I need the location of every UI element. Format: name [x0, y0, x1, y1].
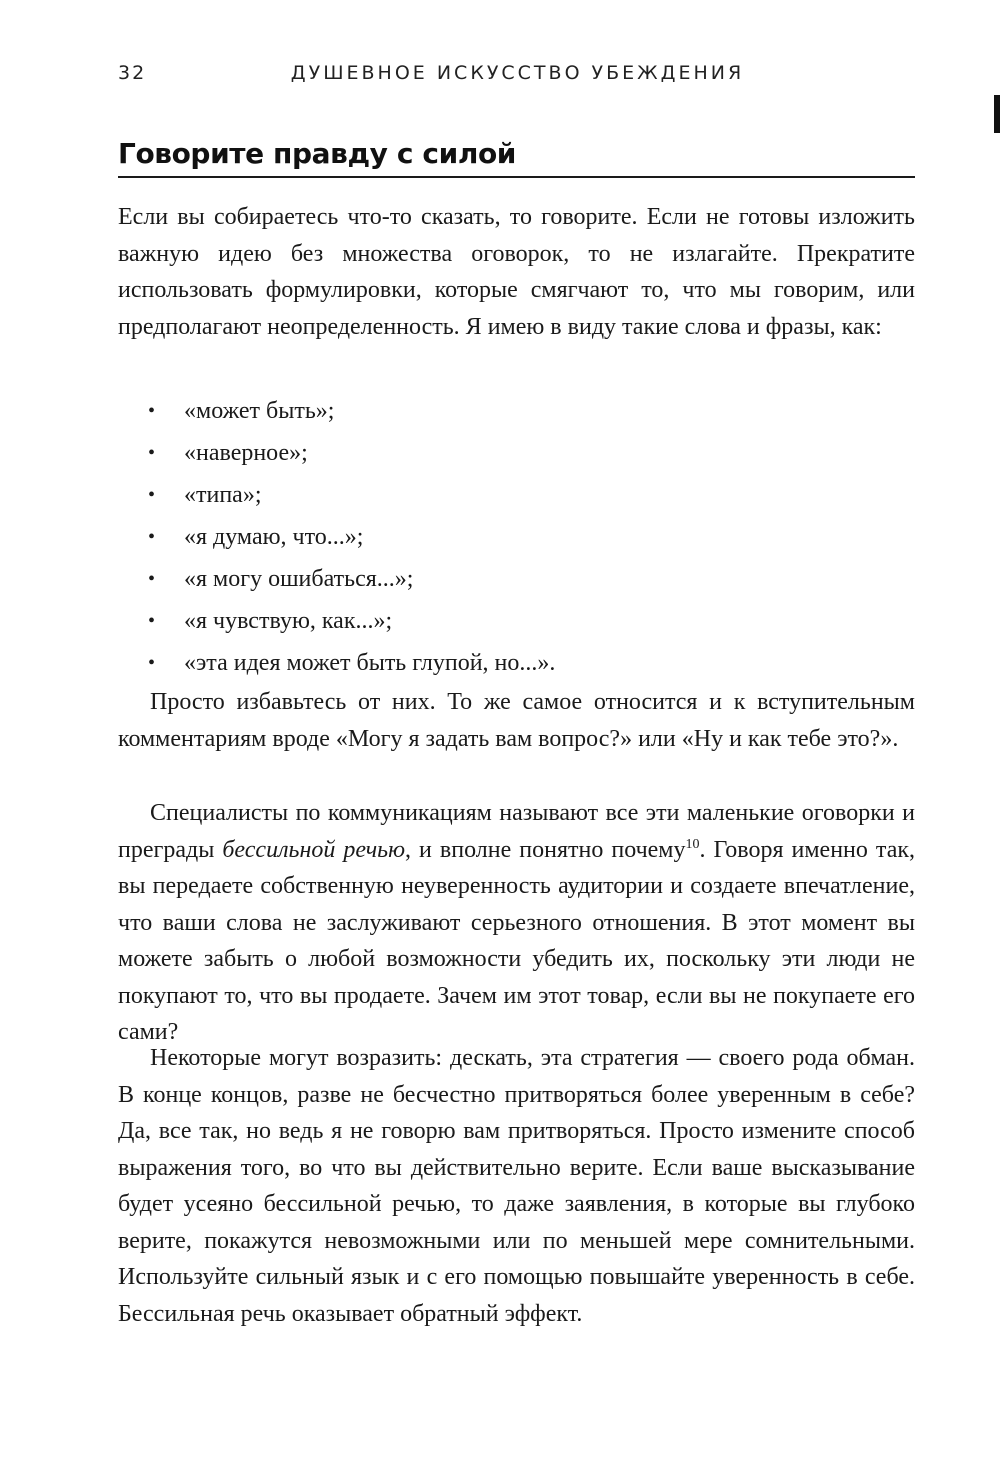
list-item [118, 558, 555, 600]
bullet-icon: • [148, 442, 156, 464]
italic-term: бессильной речью [222, 836, 406, 863]
bullet-icon: • [148, 400, 156, 422]
list-item-text: «может быть»; [184, 398, 335, 424]
list-item [118, 516, 555, 558]
list-item-text: «наверное»; [184, 440, 308, 466]
hedge-phrases-list [118, 390, 555, 684]
paragraph-text: . Говоря именно так, вы передаете собственную неуверенность аудитории и создаете впечатление, что ваши слова не заслуживают серьезного отношения. В этот момент вы можете забыть о любой возможности убедить их, поскольку эти люди не покупают то, что вы продаете. Зачем им этот товар, если вы не покупаете его сами? [118, 836, 916, 1045]
list-item-text: «я думаю, что...»; [184, 524, 364, 550]
paragraph-objection: Некоторые могут возразить: дескать, эта стратегия — своего рода обман. В конце концов, разве не бесчестно притворяться более уверенным в себе? Да, все так, но ведь я не говорю вам притворяться. Просто измените способ выражения того, во что вы действительно верите. Если ваше высказывание будет усеяно бессильной речью, то даже заявления, в которые вы глубоко верите, покажутся невозможными или по меньшей мере сомнительными. Используйте сильный язык и с его помощью повышайте уверенность в себе. Бессильная речь оказывает обратный эффект. [118, 1045, 915, 1327]
paragraph-text: Специалисты по коммуникациям называют все эти маленькие оговорки и преграды [118, 800, 915, 863]
paragraph-intro: Если вы собираетесь что-то сказать, то говорите. Если не готовы изложить важную идею без множества оговорок, то не излагайте. Прекратите использовать формулировки, которые смягчают то, что мы говорим, или предполагают неопределенность. Я имею в виду такие слова и фразы, как: [118, 204, 915, 340]
paragraph-get-rid: Просто избавьтесь от них. То же самое относится и к вступительным комментариям вроде «Могу я задать вам вопрос?» или «Ну и как тебе это?». [118, 689, 915, 752]
list-item [118, 600, 555, 642]
paragraph-text: , и вполне понятно почему [405, 836, 686, 863]
page-edge-mark [994, 95, 1000, 133]
bullet-icon: • [148, 526, 156, 548]
section-title: Говорите правду с силой [118, 136, 915, 178]
bullet-icon: • [148, 652, 156, 674]
list-item-text: «эта идея может быть глупой, но...». [184, 650, 556, 676]
list-item [118, 390, 555, 432]
list-item [118, 432, 555, 474]
running-title: ДУШЕВНОЕ ИСКУССТВО УБЕЖДЕНИЯ [290, 62, 745, 84]
page-number: 32 [118, 62, 147, 84]
list-item-text: «я могу ошибаться...»; [184, 566, 414, 592]
footnote-reference: 10 [685, 836, 700, 852]
list-item [118, 642, 555, 684]
bullet-icon: • [148, 568, 156, 590]
paragraph-powerless-speech [118, 795, 915, 1051]
bullet-icon: • [148, 610, 156, 632]
list-item-text: «я чувствую, как...»; [184, 608, 393, 634]
list-item-text: «типа»; [184, 482, 262, 508]
bullet-icon: • [148, 484, 156, 506]
list-item [118, 474, 555, 516]
